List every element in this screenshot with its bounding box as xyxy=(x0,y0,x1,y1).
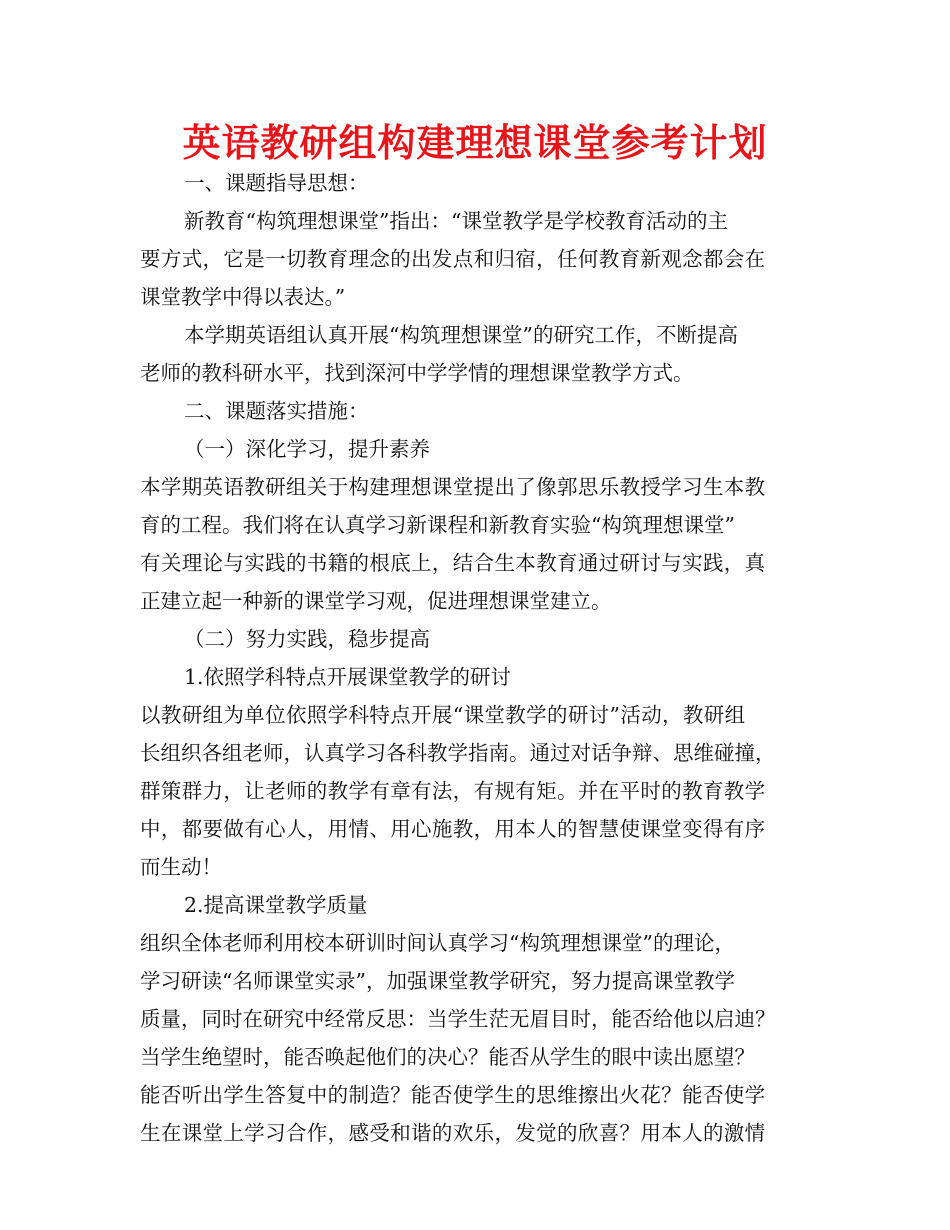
paragraph-line: 而生动！ xyxy=(140,855,222,879)
paragraph-line: 老师的教科研水平，找到深河中学学情的理想课堂教学方式。 xyxy=(140,361,694,385)
paragraph-line: 生在课堂上学习合作，感受和谐的欢乐，发觉的欣喜？用本人的激情 xyxy=(140,1121,766,1145)
subheading-study: （一）深化学习，提升素养 xyxy=(184,437,430,461)
paragraph-line: 组织全体老师利用校本研训时间认真学习“构筑理想课堂”的理论， xyxy=(140,931,735,955)
paragraph-line: 当学生绝望时，能否唤起他们的决心？能否从学生的眼中读出愿望？ xyxy=(140,1045,755,1069)
paragraph-line: 正建立起一种新的课堂学习观，促进理想课堂建立。 xyxy=(140,589,612,613)
heading-measures: 二、课题落实措施： xyxy=(184,399,369,423)
paragraph-line: 本学期英语组认真开展“构筑理想课堂”的研究工作，不断提高 xyxy=(184,323,738,347)
subheading-item-1: 1.依照学科特点开展课堂教学的研讨 xyxy=(184,665,512,689)
document-body xyxy=(140,164,812,1152)
paragraph-line: 课堂教学中得以表达。” xyxy=(140,285,346,309)
heading-guiding-idea: 一、课题指导思想： xyxy=(184,171,369,195)
paragraph-line: 本学期英语教研组关于构建理想课堂提出了像郭思乐教授学习生本教 xyxy=(140,475,766,499)
paragraph-line: 质量，同时在研究中经常反思：当学生茫无眉目时，能否给他以启迪？ xyxy=(140,1007,776,1031)
paragraph-line: 学习研读“名师课堂实录”，加强课堂教学研究，努力提高课堂教学 xyxy=(140,969,735,993)
paragraph-line: 育的工程。我们将在认真学习新课程和新教育实验“构筑理想课堂” xyxy=(140,513,735,537)
paragraph-line: 中，都要做有心人，用情、用心施教，用本人的智慧使课堂变得有序 xyxy=(140,817,766,841)
paragraph-line: 要方式，它是一切教育理念的出发点和归宿，任何教育新观念都会在 xyxy=(140,247,766,271)
paragraph-line: 能否听出学生答复中的制造？能否使学生的思维擦出火花？能否使学 xyxy=(140,1083,766,1107)
paragraph-line: 长组织各组老师，认真学习各科教学指南。通过对话争辩、思维碰撞， xyxy=(140,741,776,765)
document-title: 英语教研组构建理想课堂参考计划 xyxy=(182,121,768,165)
paragraph-line: 新教育“构筑理想课堂”指出：“课堂教学是学校教育活动的主 xyxy=(184,209,728,233)
subheading-practice: （二）努力实践，稳步提高 xyxy=(184,627,430,651)
paragraph-line: 群策群力，让老师的教学有章有法，有规有矩。并在平时的教育教学 xyxy=(140,779,766,803)
paragraph-line: 有关理论与实践的书籍的根底上，结合生本教育通过研讨与实践，真 xyxy=(140,551,766,575)
paragraph-line: 以教研组为单位依照学科特点开展“课堂教学的研讨”活动，教研组 xyxy=(140,703,746,727)
subheading-item-2: 2.提高课堂教学质量 xyxy=(184,893,368,917)
